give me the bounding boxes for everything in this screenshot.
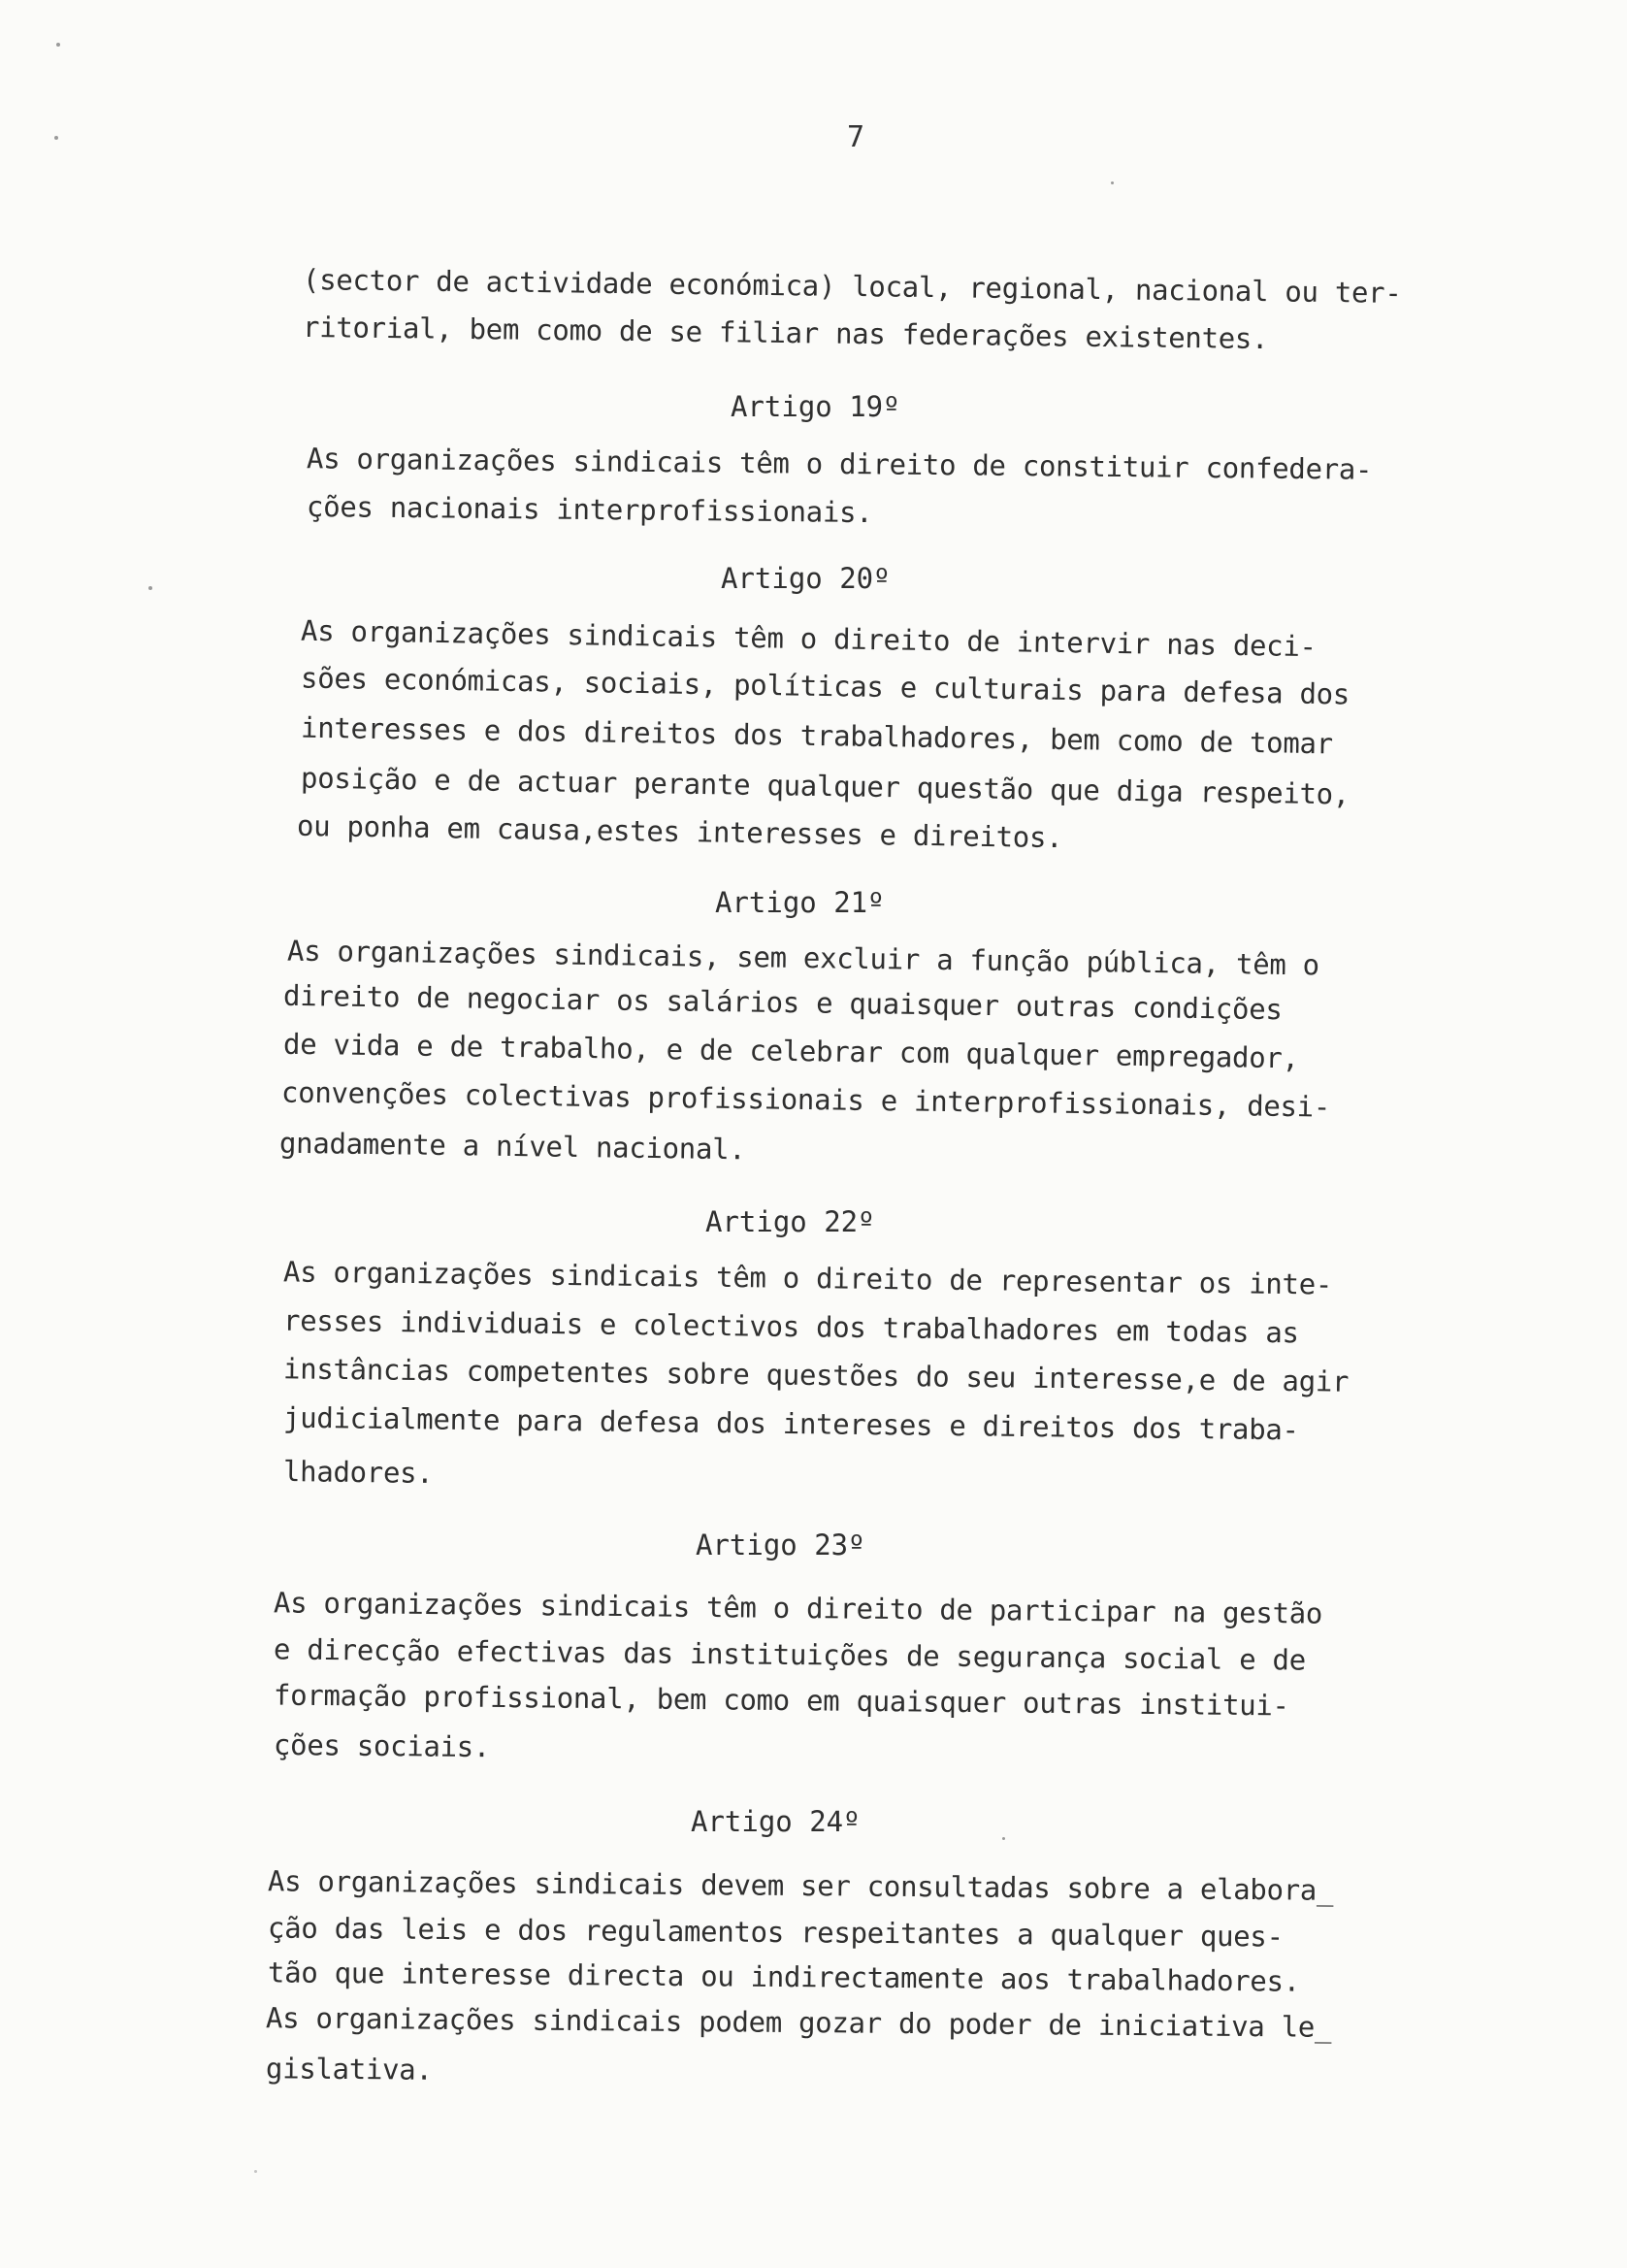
body-line: ção das leis e dos regulamentos respeitantes a qualquer ques- [267, 1911, 1284, 1954]
body-line: ritorial, bem como de se filiar nas federações existentes. [302, 310, 1269, 356]
body-line: As organizações sindicais têm o direito de participar na gestão [273, 1586, 1323, 1630]
article-heading: Artigo 23º [696, 1528, 865, 1561]
body-line: instâncias competentes sobre questões do seu interesse,e de agir [282, 1352, 1350, 1398]
article-heading: Artigo 20º [721, 562, 891, 595]
body-line: tão que interesse directa ou indirectamente aos trabalhadores. [267, 1956, 1301, 1998]
body-line: formação profissional, bem como em quaisquer outras institui- [273, 1678, 1289, 1723]
article-heading: Artigo 19º [731, 390, 900, 423]
article-heading: Artigo 24º [691, 1805, 861, 1838]
body-line: de vida e de trabalho, e de celebrar com qualquer empregador, [282, 1027, 1299, 1075]
article-heading: Artigo 22º [705, 1205, 875, 1238]
body-line: gnadamente a nível nacional. [278, 1126, 746, 1167]
page-number: 7 [847, 120, 865, 154]
body-line: gislativa. [265, 2052, 433, 2087]
body-line: ções nacionais interprofissionais. [306, 489, 873, 530]
scan-speck [56, 43, 60, 47]
body-line: e direcção efectivas das instituições de segurança social e de [273, 1632, 1307, 1677]
body-line: As organizações sindicais devem ser consultadas sobre a elabora_ [267, 1864, 1334, 1907]
body-line: ções sociais. [273, 1727, 491, 1764]
body-line: direito de negociar os salários e quaisquer outras condições [282, 978, 1283, 1027]
body-line: interesses e dos direitos dos trabalhadores, bem como de tomar [300, 710, 1334, 761]
scan-speck [1002, 1837, 1005, 1840]
body-line: posição e de actuar perante qualquer questão que diga respeito, [300, 761, 1350, 811]
body-line: As organizações sindicais podem gozar do poder de iniciativa le_ [265, 2001, 1332, 2044]
scan-speck [254, 2170, 257, 2173]
article-heading: Artigo 21º [715, 886, 885, 919]
body-line: convenções colectivas profissionais e interprofissionais, desi- [280, 1075, 1331, 1124]
body-line: judicialmente para defesa dos intereses e direitos dos traba- [282, 1400, 1299, 1447]
body-line: resses individuais e colectivos dos trabalhadores em todas as [282, 1303, 1299, 1350]
body-line: sões económicas, sociais, políticas e culturais para defesa dos [300, 661, 1350, 711]
body-line: lhadores. [282, 1455, 434, 1490]
scan-speck [1111, 181, 1114, 184]
body-line: As organizações sindicais têm o direito de representar os inte- [282, 1255, 1333, 1301]
body-line: (sector de actividade económica) local, regional, nacional ou ter- [302, 263, 1402, 310]
scan-speck [148, 586, 152, 590]
body-line: As organizações sindicais, sem excluir a função pública, têm o [286, 934, 1320, 982]
body-line: As organizações sindicais têm o direito de intervir nas deci- [300, 613, 1317, 664]
body-line: As organizações sindicais têm o direito de constituir confedera- [306, 442, 1373, 486]
scan-speck [54, 136, 58, 140]
body-line: ou ponha em causa,estes interesses e direitos. [296, 808, 1063, 855]
